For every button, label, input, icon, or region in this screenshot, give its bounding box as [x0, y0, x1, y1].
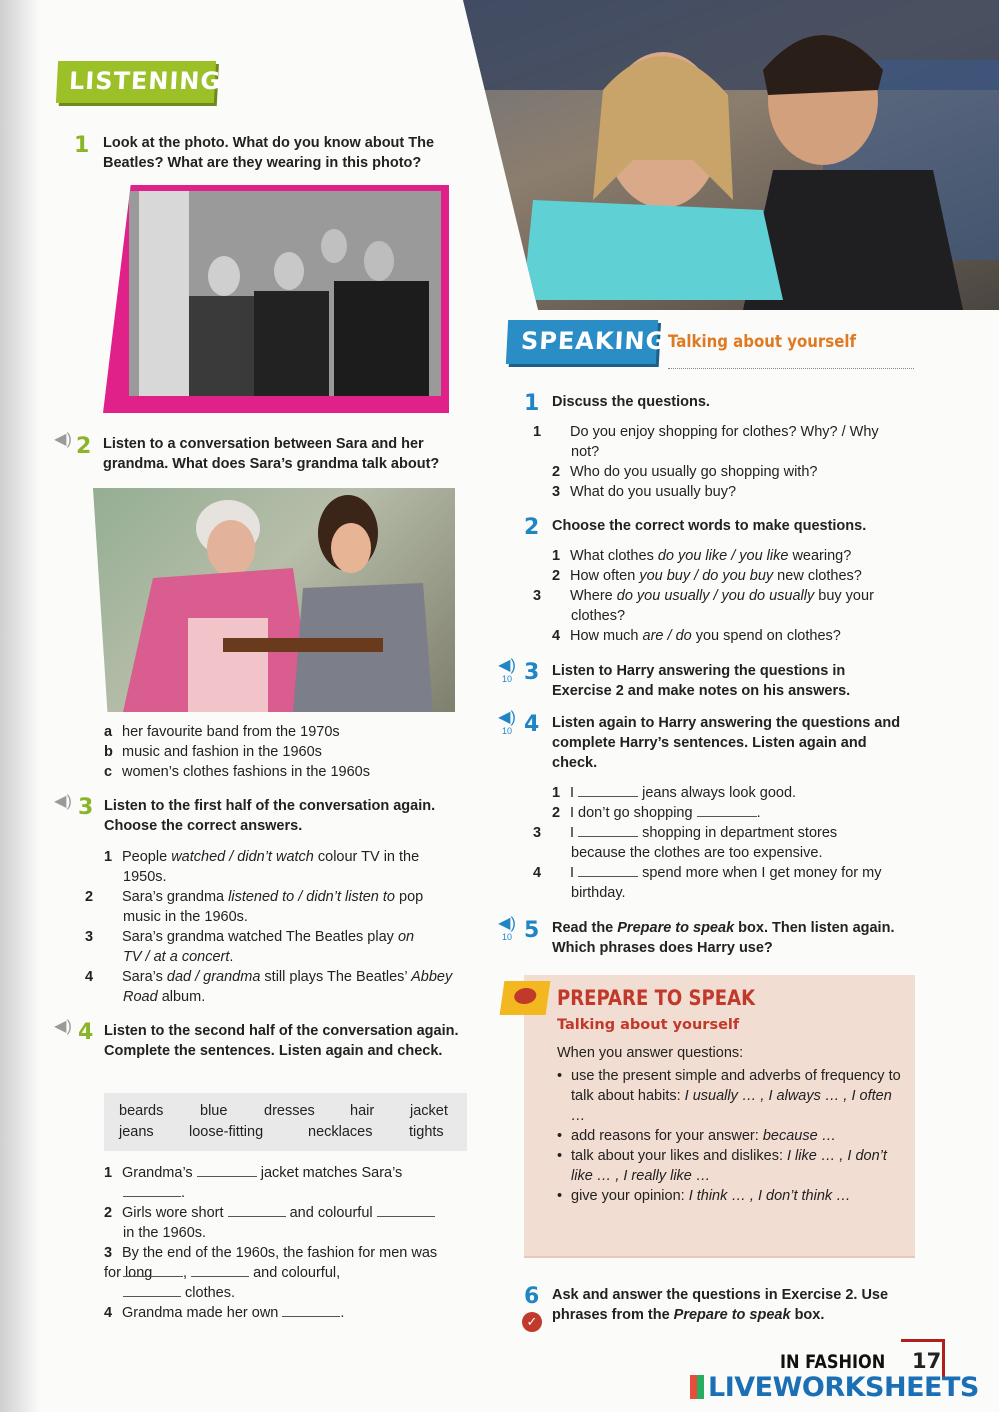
list-item: 3 Sara’s grandma watched The Beatles play on TV / at a concert. — [85, 929, 415, 965]
prepare-intro: When you answer questions: — [557, 1045, 744, 1061]
speaking-ex4-instruction: Listen again to Harry answering the questions and complete Harry’s sentences. Listen again and check. — [552, 715, 901, 771]
list-item: 2 I don’t go shopping . — [552, 805, 761, 821]
speaking-ex1-instruction: Discuss the questions. — [552, 394, 710, 410]
list-item: 1 What clothes do you like / you like wearing? — [552, 548, 852, 564]
answer-blank[interactable] — [191, 1263, 249, 1277]
word: blue — [200, 1103, 228, 1119]
listening-ex2-number: 2 — [76, 434, 92, 459]
speaking-ex3-instruction: Listen to Harry answering the questions in Exercise 2 and make notes on his answers. — [552, 663, 851, 699]
list-item: • add reasons for your answer: because … — [557, 1128, 837, 1144]
listening-ex1-instruction: Look at the photo. What do you know about The Beatles? What are they wearing in this photo? — [103, 135, 435, 171]
audio-icon[interactable]: ◀) — [54, 1018, 72, 1035]
speech-bubble-icon — [500, 981, 551, 1015]
audio-icon[interactable]: ◀) 10 — [498, 709, 516, 736]
speaking-ex4-number: 4 — [524, 712, 540, 737]
list-item: 4 Sara’s dad / grandma still plays The Beatles’ Abbey Road album. — [85, 969, 453, 1005]
answer-blank[interactable] — [197, 1163, 257, 1177]
speaking-ex2-instruction: Choose the correct words to make questions. — [552, 518, 867, 534]
answer-blank[interactable] — [123, 1263, 183, 1277]
list-item: in the 1960s. — [123, 1225, 207, 1241]
word: beards — [119, 1103, 164, 1119]
answer-blank[interactable] — [578, 783, 638, 797]
answer-blank[interactable] — [578, 823, 638, 837]
list-item: 2 Sara’s grandma listened to / didn’t listen to pop music in the 1960s. — [85, 889, 424, 925]
speaking-subtitle: Talking about yourself — [668, 332, 856, 352]
speaking-ex3-number: 3 — [524, 660, 540, 685]
divider — [668, 368, 914, 369]
list-item: 2 Girls wore short and colourful — [104, 1203, 435, 1223]
page-gutter-shadow — [0, 0, 40, 1412]
list-item: 1 Grandma’s jacket matches Sara’s — [104, 1165, 403, 1181]
listening-ex1-number: 1 — [74, 133, 90, 158]
answer-blank[interactable] — [123, 1283, 181, 1297]
speaking-ex1-number: 1 — [524, 391, 540, 416]
word: hair — [350, 1103, 375, 1119]
word: dresses — [264, 1103, 315, 1119]
word: necklaces — [308, 1124, 373, 1140]
speaking-ex5-instruction: Read the Prepare to speak box. Then listen again. Which phrases does Harry use? — [552, 920, 895, 956]
list-item: 3 By the end of the 1960s, the fashion for men was for long — [104, 1245, 438, 1281]
audio-icon[interactable]: ◀) 10 — [498, 915, 516, 942]
listening-ex3-instruction: Listen to the first half of the conversation again. Choose the correct answers. — [104, 798, 436, 834]
word: jeans — [119, 1124, 154, 1140]
list-item: 3 I shopping in department stores because the clothes are too expensive. — [533, 825, 838, 861]
answer-blank[interactable] — [377, 1203, 435, 1217]
list-item: • use the present simple and adverbs of frequency to talk about habits: I usually … , I always … , I often … — [557, 1068, 901, 1124]
shopping-photo — [463, 0, 999, 310]
list-item: 4 I spend more when I get money for my birthday. — [533, 865, 882, 901]
list-item: 1 Do you enjoy shopping for clothes? Why? / Why not? — [533, 424, 879, 460]
word: tights — [409, 1124, 444, 1140]
beatles-photo — [103, 185, 449, 413]
speaking-ex5-number: 5 — [524, 918, 540, 943]
audio-icon[interactable]: ◀) — [54, 793, 72, 810]
listening-banner: LISTENING — [56, 61, 216, 103]
prepare-subtitle: Talking about yourself — [557, 1017, 740, 1033]
answer-blank[interactable] — [578, 863, 638, 877]
list-item: 1 People watched / didn’t watch colour TV in the 1950s. — [104, 849, 420, 885]
list-item: b music and fashion in the 1960s — [104, 744, 322, 760]
speaking-ex6-number: 6 — [524, 1284, 540, 1309]
list-item: 1 I jeans always look good. — [552, 785, 797, 801]
list-item: c women’s clothes fashions in the 1960s — [104, 764, 370, 780]
list-item: 4 How much are / do you spend on clothes? — [552, 628, 841, 644]
list-item: 3 What do you usually buy? — [552, 484, 737, 500]
liveworksheets-logo: LIVEWORKSHEETS — [690, 1372, 979, 1403]
answer-blank[interactable] — [228, 1203, 286, 1217]
listening-ex3-number: 3 — [78, 795, 94, 820]
word: loose-fitting — [189, 1124, 264, 1140]
prepare-title: PREPARE TO SPEAK — [557, 986, 756, 1010]
list-item: , and colourful, — [123, 1263, 340, 1283]
word-box — [104, 1093, 467, 1151]
list-item: . — [123, 1183, 185, 1203]
list-item: 4 Grandma made her own . — [104, 1305, 345, 1321]
list-item: 3 Where do you usually / you do usually buy your clothes? — [533, 588, 874, 624]
prepare-to-speak-box — [524, 975, 915, 1258]
listening-ex4-instruction: Listen to the second half of the conversation again. Complete the sentences. Listen again and check. — [104, 1023, 459, 1059]
word: jacket — [410, 1103, 448, 1119]
list-item: a her favourite band from the 1970s — [104, 724, 340, 740]
speaking-ex2-number: 2 — [524, 515, 540, 540]
listening-ex2-instruction: Listen to a conversation between Sara and her grandma. What does Sara’s grandma talk about? — [103, 436, 440, 472]
list-item: 2 How often you buy / do you buy new clothes? — [552, 568, 862, 584]
list-item: clothes. — [123, 1283, 235, 1303]
speaking-ex6-instruction: Ask and answer the questions in Exercise 2. Use phrases from the Prepare to speak box. — [552, 1287, 889, 1323]
audio-icon[interactable]: ◀) — [54, 431, 72, 448]
listening-ex4-number: 4 — [78, 1020, 94, 1045]
answer-blank[interactable] — [123, 1183, 181, 1197]
speaking-banner: SPEAKING — [506, 320, 658, 364]
audio-icon[interactable]: ◀) 10 — [498, 657, 516, 684]
checkmark-icon: ✓ — [522, 1312, 542, 1332]
list-item: • talk about your likes and dislikes: I like … , I don’t like … , I really like … — [557, 1148, 887, 1184]
answer-blank[interactable] — [282, 1303, 340, 1317]
list-item: • give your opinion: I think … , I don’t think … — [557, 1188, 851, 1204]
page-number: 17 — [912, 1349, 942, 1373]
sara-grandma-photo — [93, 488, 455, 712]
list-item: 2 Who do you usually go shopping with? — [552, 464, 818, 480]
unit-title: IN FASHION — [780, 1351, 886, 1373]
answer-blank[interactable] — [697, 803, 757, 817]
